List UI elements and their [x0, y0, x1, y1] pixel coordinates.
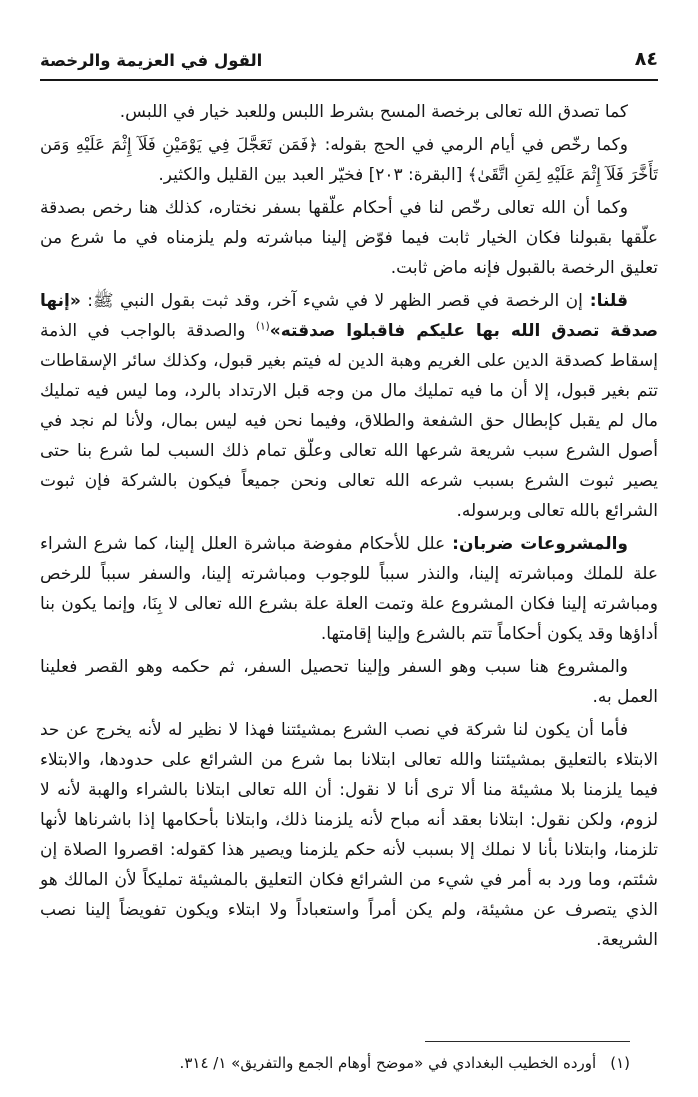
- footnote: [40, 1051, 658, 1075]
- paragraph: [40, 193, 658, 283]
- text-run: والصدقة بالواجب في الذمة إسقاط كصدقة الدين على الغريم وهبة الدين له فيتم بغير قبول، وكذلك سائر الإسقاطات تتم بغير قبول، إلا أن ما فيه تمليك مال من وجه قبل الارتداد بالرد، وما ليس فيه تمليك مال لم يقبل كإبطال حق الشفعة والطلاق، وفيما نحن فيه ليس بمال، ولأنا لم نجد في أصول الشرع سبب شريعة شرعها الله تعالى وعلّق تمام ذلك السبب لما شرع بنا حتى يصير ثبوت الشرع بسبب شرعه الله تعالى ونحن جميعاً فيكون بالشركة فإن ثبوت الشرائع بالله تعالى وبرسوله.: [40, 321, 658, 521]
- text-run: [البقرة: ٢٠٣] فخيّر العبد بين القليل والكثير.: [158, 165, 468, 185]
- footnote-area: [40, 1041, 658, 1097]
- paragraph: [40, 652, 658, 712]
- footnote-ref: (١): [255, 320, 270, 333]
- text-run: «إنها صدقة تصدق الله بها عليكم فاقبلوا صدقته»: [40, 291, 658, 341]
- paragraph: [40, 286, 658, 526]
- page-number: ٨٤: [634, 48, 658, 70]
- text-run: والمشروعات ضربان:: [445, 534, 628, 554]
- page-title: القول في العزيمة والرخصة: [40, 51, 263, 70]
- text-run: وكما أن الله تعالى رخّص لنا في أحكام علّقها بسفر نختاره، كذلك هنا رخص بصدقة علّقها بقبولنا فكان الخيار ثابت فيما فوّض إلينا مباشرته ولم يلزمناه في ما شرع من تعليق الرخصة بالقبول فإنه ماض ثابت.: [40, 198, 658, 278]
- text-run: ﴿فَمَن تَعَجَّلَ فِي يَوْمَيْنِ فَلَآ إِثْمَ عَلَيْهِ وَمَن تَأَخَّرَ فَلَآ إِثْمَ عَلَيْهِ لِمَنِ اتَّقَىٰ﴾: [40, 135, 658, 184]
- text-run: والمشروع هنا سبب وهو السفر وإلينا تحصيل السفر، ثم حكمه وهو القصر فعلينا العمل به.: [40, 657, 658, 707]
- text-run: وكما رخّص في أيام الرمي في الحج بقوله:: [318, 135, 628, 155]
- footnote-marker: (١): [610, 1054, 630, 1072]
- text-run: إن الرخصة في قصر الظهر لا في شيء آخر، وقد ثبت بقول النبي ﷺ:: [80, 291, 583, 311]
- paragraph: [40, 715, 658, 955]
- body-text: [40, 97, 658, 958]
- header-rule: [40, 79, 658, 81]
- paragraph: [40, 97, 658, 127]
- paragraph: [40, 130, 658, 190]
- footnote-separator: [425, 1041, 630, 1042]
- page-header: [40, 48, 658, 70]
- text-run: علل للأحكام مفوضة مباشرة العلل إلينا، كما شرع الشراء علة للملك ومباشرته إلينا، والنذر سبباً للوجوب ومباشرته إلينا، والسفر سبباً للرخص ومباشرته إلينا فكان المشروع علة وتمت العلة علة بشرع الله تعالى لا بِنَا، وإنما يكون بنا أداؤها وقد يكون أحكاماً تتم بالشرع وإلينا إقامتها.: [40, 534, 658, 644]
- text-run: فأما أن يكون لنا شركة في نصب الشرع بمشيئتنا فهذا لا نظير له لأنه يخرج عن حد الابتلاء بالتعليق بمشيئتنا والله تعالى ابتلانا بما شرع من الشرائع على حدودها، والابتلاء فيما يلزمنا بلا مشيئة منا ألا ترى أنا لا نقول: أن الله تعالى ابتلانا بالشراء والهبة لأنه لا لزوم، ولكن نقول: ابتلانا بعقد أنه مباح لأنه يلزمنا ذلك، وابتلانا بأحكامها إذا باشرناها لأنها تلزمنا، وابتلانا بأنا لا نملك إلا بسبب لأنه حكم يلزمنا ويصير هذا كقوله: اقصروا الصلاة إن شئتم، وما ورد به أمر في شيء من الشرائع فكان التعليق بالمشيئة تمليكاً لأن المالك هو الذي يتصرف عن مشيئة، ولم يكن أمراً واستعباداً ولا ابتلاء ويكون تفويضاً إلينا نصب الشريعة.: [40, 720, 658, 950]
- text-run: قلنا:: [582, 291, 628, 311]
- paragraph: [40, 529, 658, 649]
- footnote-text: أورده الخطيب البغدادي في «موضح أوهام الجمع والتفريق» ١/ ٣١٤.: [179, 1054, 597, 1072]
- text-run: كما تصدق الله تعالى برخصة المسح بشرط اللبس وللعبد خيار في اللبس.: [119, 102, 628, 122]
